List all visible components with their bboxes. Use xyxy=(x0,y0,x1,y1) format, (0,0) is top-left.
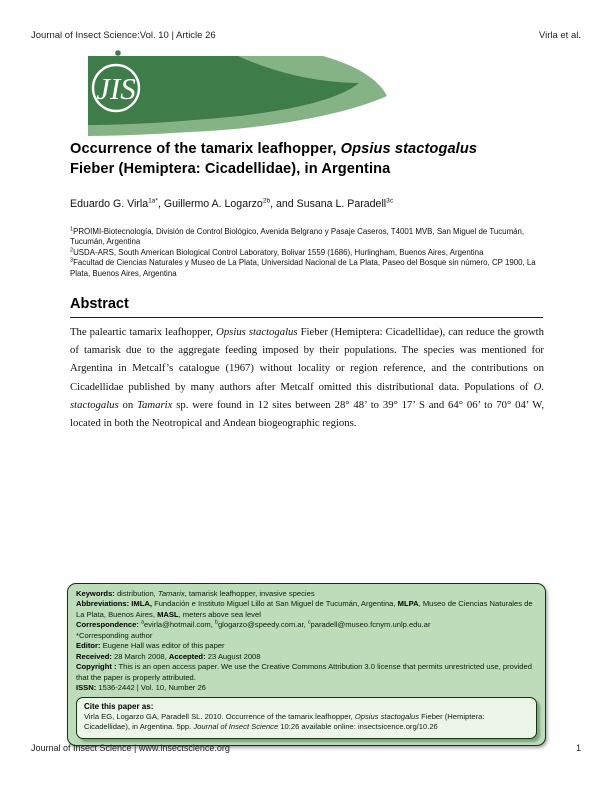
running-header xyxy=(31,30,581,41)
abstract-seg-3: Fieber (Hemiptera: Cicadellidae), can reduce the growth of tamarisk due to the aggregate feeding imposed by their populations. The species was mentioned for Argentina in Metcalf’s catalogue (1967) without locality or region reference, and the contributions on Cicadellidae published by many authors after Metcalf omitted this distributional data. Populations of xyxy=(70,326,544,393)
abbrev-text-3: , meters above sea level xyxy=(178,609,261,619)
copyright-label: Copyright : xyxy=(76,662,117,672)
correspondence-label: Correspondence: xyxy=(76,620,139,630)
correspondence-sup-a: a xyxy=(141,619,144,626)
affiliation-1 xyxy=(70,227,550,248)
accepted-date: 23 August 2008 xyxy=(205,651,261,661)
keywords-text-2: , tamarisk leafhopper, invasive species xyxy=(184,589,315,598)
abbreviations-label: Abbreviations: xyxy=(76,599,130,609)
article-title-line2: Fieber (Hemiptera: Cicadellidae), in Argentina xyxy=(70,161,391,178)
correspondence-line xyxy=(76,620,537,630)
correspondence-email-b: glogarzo@speedy.com.ar, xyxy=(217,620,308,630)
abstract-seg-7: sp. were found in 12 sites between 28° 48’ to 39° 17’ S and 64° 06’ to 70° 04’ W, located in both the Neotropical and Andean biogeographic regions. xyxy=(70,398,544,429)
received-label: Received: xyxy=(76,651,112,661)
affiliation-2-text: USDA-ARS, South American Biological Control Laboratory, Bolivar 1559 (1686), Hurlingham, Buenos Aires, Argentina xyxy=(73,247,484,257)
affiliation-3 xyxy=(70,258,550,279)
editor-label: Editor: xyxy=(76,641,101,651)
corresponding-author-note: *Corresponding author xyxy=(76,630,153,640)
keywords-line xyxy=(76,589,537,599)
cite-seg-3: Fieber (Hemiptera: Cicadellidae), in Argentina. 5pp. xyxy=(84,711,485,732)
correspondence-sup-c: c xyxy=(307,619,311,626)
correspondence-email-a: evirla@hotmail.com, xyxy=(143,620,215,630)
page-number: 1 xyxy=(575,743,581,753)
correspondence-email-c: paradell@museo.fcnym.unlp.edu.ar xyxy=(310,620,431,630)
abbreviations-line xyxy=(76,599,537,620)
running-footer xyxy=(31,743,581,753)
journal-banner xyxy=(88,50,390,144)
author-separator-1: , xyxy=(157,198,164,210)
received-date: 28 March 2008, xyxy=(111,651,169,661)
editor-line xyxy=(76,641,537,651)
article-info-box xyxy=(67,583,546,746)
correspondence-sup-b: b xyxy=(214,619,218,626)
affiliation-2-superscript: 2 xyxy=(70,247,74,254)
abstract-seg-5: on xyxy=(118,398,138,411)
affiliation-1-superscript: 1 xyxy=(70,226,74,233)
title-species-italic: Opsius stactogalus xyxy=(340,141,478,157)
title-text: Occurrence of the tamarix leafhopper, xyxy=(70,141,341,157)
cite-box xyxy=(76,697,537,739)
keywords-label: Keywords: xyxy=(76,589,115,598)
issn-label: ISSN: xyxy=(76,683,97,693)
cite-heading: Cite this paper as: xyxy=(84,701,154,711)
abstract-rule xyxy=(70,317,543,318)
jis-monogram: JIS xyxy=(96,71,136,106)
cite-journal-italic: Journal of Insect Science xyxy=(193,722,279,732)
logo-i-dot xyxy=(115,50,121,56)
issn-text: 1536-2442 | Vol. 10, Number 26 xyxy=(96,683,206,693)
affiliation-3-superscript: 3 xyxy=(70,257,74,264)
abbrev-mlpa: MLPA xyxy=(397,599,419,609)
abstract-species-italic-2: O. stactogalus xyxy=(70,380,544,411)
cite-seg-5: 10:26 available online: insectsicence.org/10.26 xyxy=(278,722,438,732)
running-header-right: Virla et al. xyxy=(538,30,581,41)
accepted-label: Accepted: xyxy=(168,651,206,661)
editor-text: Eugene Hall was editor of this paper xyxy=(100,641,225,651)
abstract-seg-1: The paleartic tamarix leafhopper, xyxy=(70,326,217,338)
issn-line xyxy=(76,683,537,693)
abbrev-imla: IMLA, xyxy=(129,599,152,609)
received-line xyxy=(76,652,537,662)
affiliations-block xyxy=(70,227,550,279)
running-footer-left: Journal of Insect Science | www.insectscience.org xyxy=(31,743,230,753)
author-superscript-3: 3c xyxy=(386,197,394,205)
cite-text xyxy=(84,712,529,733)
keywords-text-1: distribution, xyxy=(114,589,158,598)
journal-banner-graphic xyxy=(88,50,390,144)
author-separator-2: , and xyxy=(270,198,297,210)
article-title-line1 xyxy=(70,139,562,159)
author-name-3: Susana L. Paradell xyxy=(296,198,387,210)
author-name-1: Eduardo G. Virla xyxy=(70,198,149,210)
author-name-2: Guillermo A. Logarzo xyxy=(163,198,263,210)
affiliation-1-text: PROIMI-Biotecnología, División de Control Biológico, Avenida Belgrano y Pasaje Caseros, T4001 MVB, San Miguel de Tucumán, Tucumán, Argentina xyxy=(70,227,525,247)
author-superscript-1: 1a* xyxy=(148,197,158,205)
abstract-species-italic-1: Opsius stactogalus xyxy=(216,326,298,338)
authors-line xyxy=(70,198,393,210)
affiliation-3-text: Facultad de Ciencias Naturales y Museo de La Plata, Universidad Nacional de La Plata, Paseo del Bosque sin número, CP 1900, La Plata, Buenos Aires, Argentina xyxy=(70,258,536,278)
abbrev-masl: MASL xyxy=(157,609,179,619)
copyright-text: This is an open access paper. We use the Creative Commons Attribution 3.0 license that permits unrestricted use, provided that the paper is properly attributed. xyxy=(76,662,532,682)
running-header-left: Journal of Insect Science:Vol. 10 | Article 26 xyxy=(31,30,216,41)
author-superscript-2: 2b xyxy=(262,197,271,205)
cite-seg-1: Virla EG, Logarzo GA, Paradell SL. 2010. Occurrence of the tamarix leafhopper, xyxy=(84,711,355,721)
abbrev-text-1: Fundación e Instituto Miguel Lillo at San Miguel de Tucumán, Argentina, xyxy=(151,599,398,609)
keywords-genus-italic: Tamarix xyxy=(157,589,185,598)
copyright-line xyxy=(76,662,537,683)
cite-species-italic: Opsius stactogalus xyxy=(354,711,420,721)
abstract-genus-italic: Tamarix xyxy=(137,398,173,411)
abbrev-text-2: , Museo de Ciencias Naturales de La Plata, Buenos Aires, xyxy=(76,599,533,619)
abstract-paragraph xyxy=(70,323,544,432)
abstract-heading: Abstract xyxy=(70,296,129,312)
article-title xyxy=(70,139,562,180)
affiliation-2 xyxy=(70,248,550,258)
